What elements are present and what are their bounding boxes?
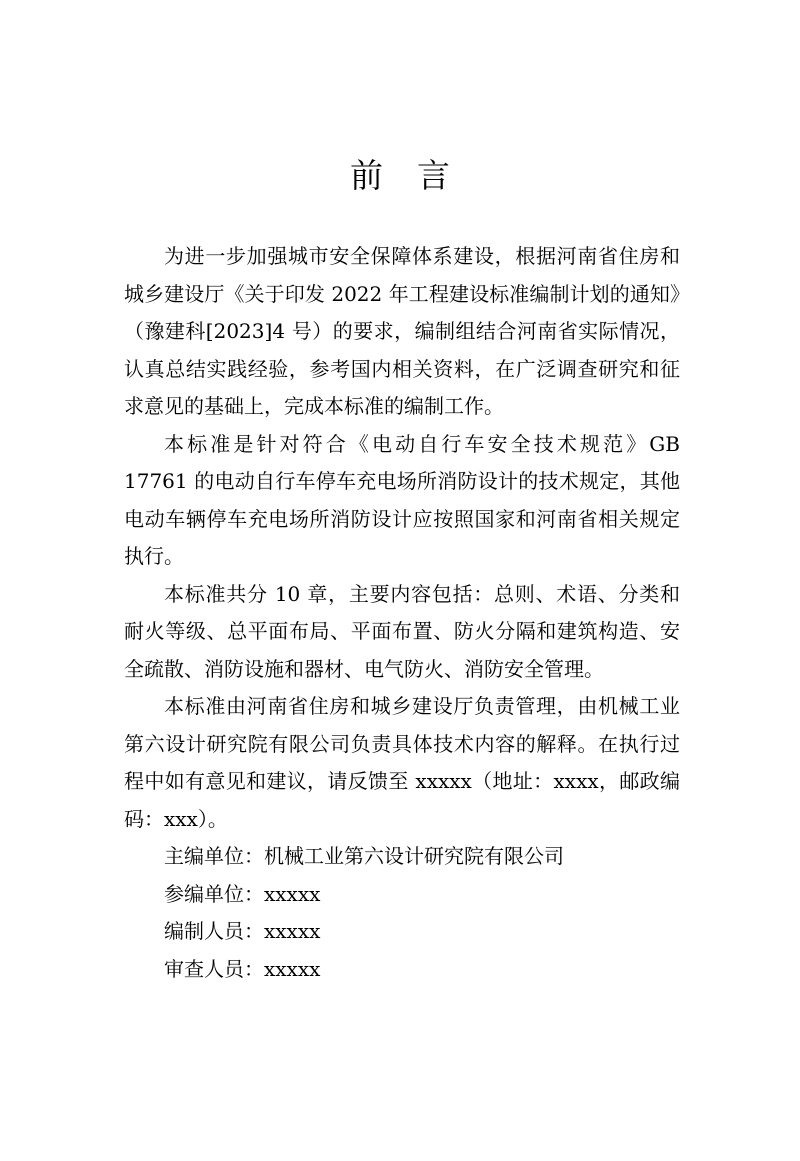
paragraph-contents: 本标准共分 10 章，主要内容包括：总则、术语、分类和耐火等级、总平面布局、平面布置、防火分隔和建筑构造、安全疏散、消防设施和器材、电气防火、消防安全管理。 bbox=[124, 581, 680, 681]
preface-body bbox=[124, 238, 680, 988]
paragraph-scope: 本标准是针对符合《电动自行车安全技术规范》GB 17761 的电动自行车停车充电场所消防设计的技术规定，其他电动车辆停车充电场所消防设计应按照国家和河南省相关规定执行。 bbox=[124, 431, 680, 568]
chief-editor-unit: 主编单位：机械工业第六设计研究院有限公司 bbox=[164, 844, 564, 868]
paragraph-background: 为进一步加强城市安全保障体系建设，根据河南省住房和城乡建设厅《关于印发 2022 年工程建设标准编制计划的通知》（豫建科[2023]4 号）的要求，编制组结合河南省实际情况，认真总结实践经验，参考国内相关资料，在广泛调查研究和征求意见的基础上，完成本标准的编制工作。 bbox=[124, 244, 680, 418]
participating-unit: 参编单位：xxxxx bbox=[164, 881, 321, 906]
review-staff: 审查人员：xxxxx bbox=[164, 956, 321, 981]
paragraph-management: 本标准由河南省住房和城乡建设厅负责管理，由机械工业第六设计研究院有限公司负责具体技术内容的解释。在执行过程中如有意见和建议，请反馈至 xxxxx（地址：xxxx，邮政编码：xxx）。 bbox=[124, 694, 680, 831]
drafting-staff: 编制人员：xxxxx bbox=[164, 919, 321, 943]
page-title: 前言 bbox=[350, 156, 484, 195]
